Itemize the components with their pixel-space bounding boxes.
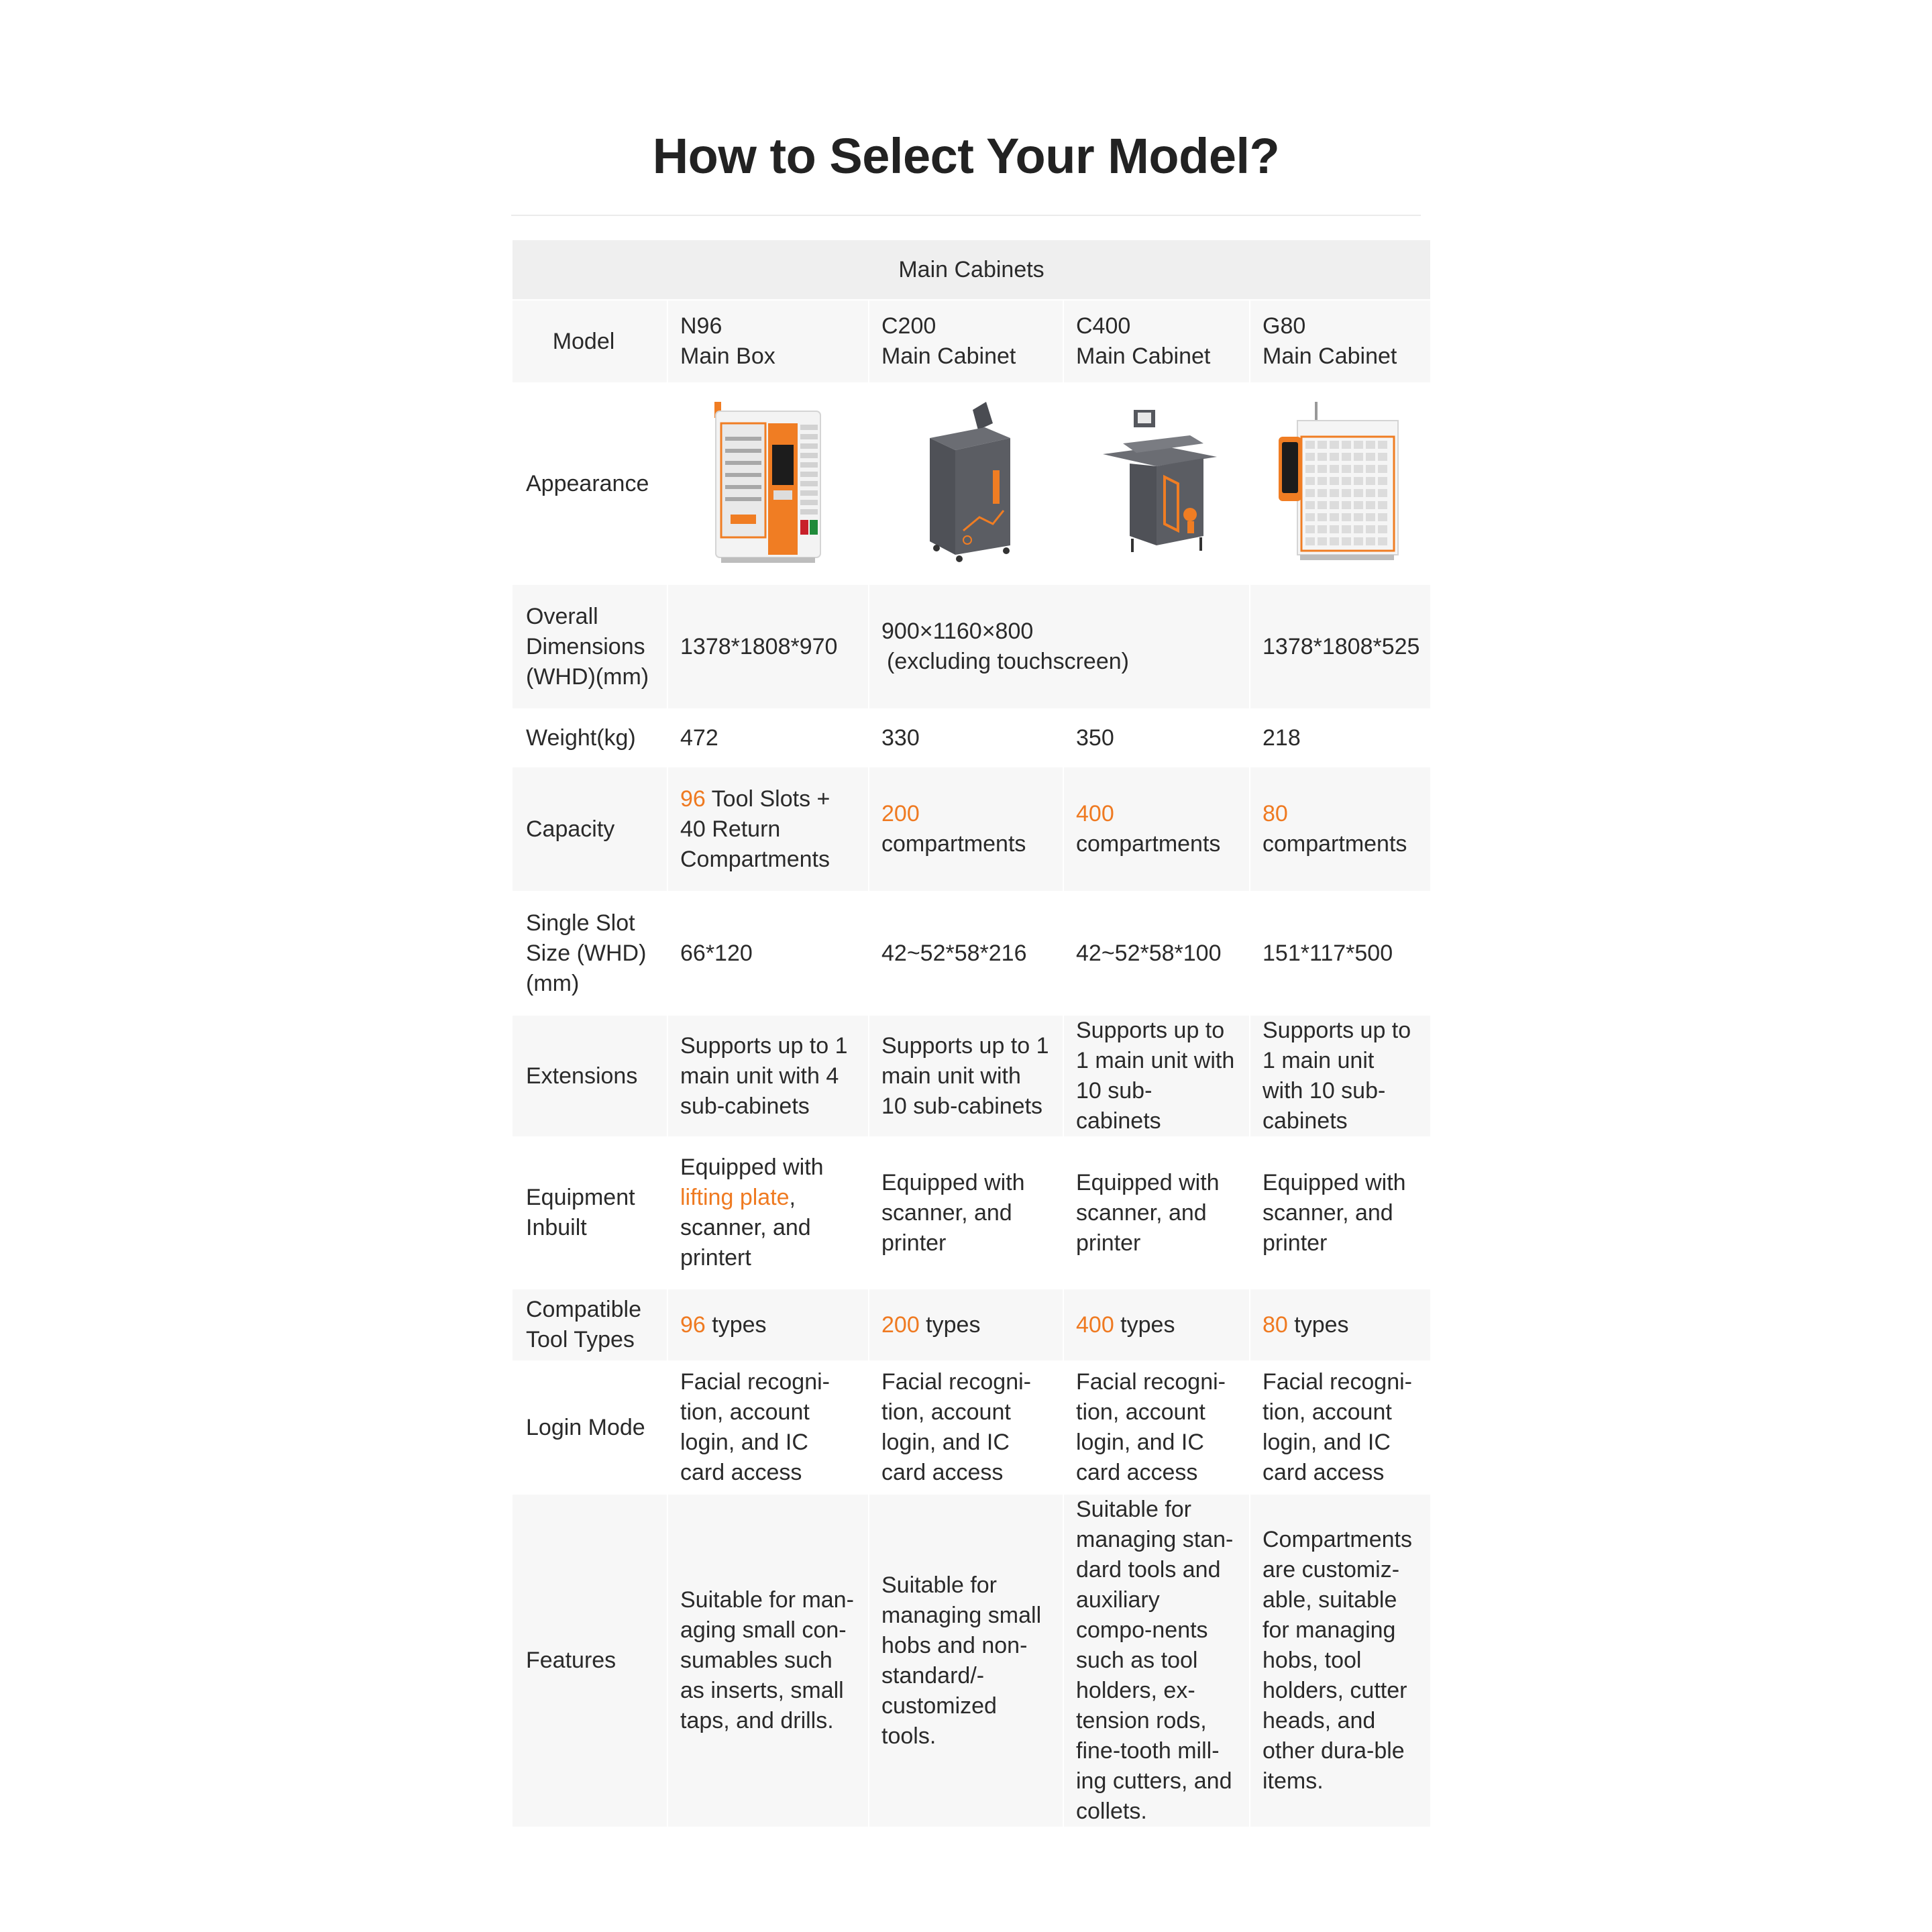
c400-main-cabinet-image — [1063, 383, 1250, 584]
compatible-text: types — [705, 1311, 767, 1338]
model-name-c400 — [1063, 300, 1250, 383]
capacity-text: compartments — [1076, 831, 1221, 857]
extensions-c200: Supports up to 1 main unit with 10 sub-cabinets — [869, 1015, 1063, 1137]
login-c400: Facial recogni-tion, account login, and IC card access — [1063, 1361, 1250, 1494]
compatible-c200 — [869, 1289, 1063, 1361]
row-label-slot-size: Single Slot Size (WHD)(mm) — [512, 892, 667, 1015]
equipment-c400: Equipped with scanner, and printer — [1063, 1137, 1250, 1289]
row-label-weight: Weight(kg) — [512, 709, 667, 767]
features-c200: Suitable for managing small hobs and non-standard/-customized tools. — [869, 1494, 1063, 1827]
compatible-number: 200 — [881, 1311, 920, 1338]
weight-n96: 472 — [667, 709, 869, 767]
login-g80: Facial recogni-tion, account login, and IC card access — [1250, 1361, 1431, 1494]
model-code: C200 — [881, 313, 936, 339]
row-label-appearance: Appearance — [512, 383, 667, 584]
capacity-text: Tool Slots + 40 Return Compartments — [680, 786, 830, 872]
row-label-compatible-types: Compatible Tool Types — [512, 1289, 667, 1361]
equipment-n96 — [667, 1137, 869, 1289]
model-code: G80 — [1263, 313, 1306, 339]
extensions-c400: Supports up to 1 main unit with 10 sub-cabinets — [1063, 1015, 1250, 1137]
table-row-model — [512, 300, 1431, 383]
compatible-c400 — [1063, 1289, 1250, 1361]
capacity-number: 96 — [680, 786, 706, 812]
page-title: How to Select Your Model? — [652, 128, 1280, 184]
capacity-number: 400 — [1076, 801, 1114, 826]
compatible-number: 400 — [1076, 1311, 1114, 1338]
weight-c400: 350 — [1063, 709, 1250, 767]
compatible-text: types — [919, 1311, 981, 1338]
row-label-extensions: Extensions — [512, 1015, 667, 1137]
table-row-login-mode — [512, 1361, 1431, 1494]
capacity-n96 — [667, 767, 869, 892]
weight-c200: 330 — [869, 709, 1063, 767]
table-row-appearance — [512, 383, 1431, 584]
model-comparison-table — [511, 239, 1432, 1828]
n96-main-box-image — [667, 383, 869, 584]
compatible-n96 — [667, 1289, 869, 1361]
table-row-slot-size — [512, 892, 1431, 1015]
table-row-equipment — [512, 1137, 1431, 1289]
dimensions-value: 900×1160×800 — [881, 619, 1034, 644]
compatible-number: 80 — [1263, 1311, 1288, 1338]
model-type: Main Box — [680, 343, 775, 369]
group-header-row — [512, 239, 1431, 300]
capacity-text: compartments — [1263, 831, 1407, 857]
model-name-n96 — [667, 300, 869, 383]
capacity-g80 — [1250, 767, 1431, 892]
row-label-model: Model — [512, 300, 667, 383]
compatible-text: types — [1287, 1311, 1349, 1338]
table-row-extensions — [512, 1015, 1431, 1137]
weight-g80: 218 — [1250, 709, 1431, 767]
row-label-equipment: Equipment Inbuilt — [512, 1137, 667, 1289]
c200-main-cabinet-image — [869, 383, 1063, 584]
table-row-capacity — [512, 767, 1431, 892]
equipment-text: , scanner, and printert — [680, 1185, 811, 1271]
group-header: Main Cabinets — [512, 239, 1431, 300]
model-type: Main Cabinet — [1263, 343, 1397, 369]
dimensions-c200-c400 — [869, 584, 1250, 709]
equipment-highlight: lifting plate — [680, 1185, 790, 1210]
row-label-dimensions: Overall Dimensions (WHD)(mm) — [512, 584, 667, 709]
dimensions-note: (excluding touchscreen) — [887, 649, 1129, 674]
equipment-c200: Equipped with scanner, and printer — [869, 1137, 1063, 1289]
table-row-features — [512, 1494, 1431, 1827]
features-n96: Suitable for man-aging small con-sumables such as inserts, small taps, and drills. — [667, 1494, 869, 1827]
table-row-dimensions — [512, 584, 1431, 709]
capacity-c400 — [1063, 767, 1250, 892]
row-label-capacity: Capacity — [512, 767, 667, 892]
extensions-g80: Supports up to 1 main unit with 10 sub-cabinets — [1250, 1015, 1431, 1137]
extensions-n96: Supports up to 1 main unit with 4 sub-cabinets — [667, 1015, 869, 1137]
row-label-login-mode: Login Mode — [512, 1361, 667, 1494]
capacity-c200 — [869, 767, 1063, 892]
model-type: Main Cabinet — [881, 343, 1016, 369]
slot-size-c400: 42~52*58*100 — [1063, 892, 1250, 1015]
capacity-text: compartments — [881, 831, 1026, 857]
capacity-number: 200 — [881, 801, 920, 826]
dimensions-g80: 1378*1808*525 — [1250, 584, 1431, 709]
login-n96: Facial recogni-tion, account login, and IC card access — [667, 1361, 869, 1494]
login-c200: Facial recogni-tion, account login, and IC card access — [869, 1361, 1063, 1494]
features-g80: Compartments are customiz-able, suitable for managing hobs, tool holders, cutter heads, and other dura-ble items. — [1250, 1494, 1431, 1827]
model-type: Main Cabinet — [1076, 343, 1211, 369]
equipment-text: Equipped with — [680, 1155, 824, 1180]
table-row-compatible-types — [512, 1289, 1431, 1361]
row-label-features: Features — [512, 1494, 667, 1827]
model-name-c200 — [869, 300, 1063, 383]
slot-size-n96: 66*120 — [667, 892, 869, 1015]
slot-size-g80: 151*117*500 — [1250, 892, 1431, 1015]
model-code: C400 — [1076, 313, 1131, 339]
model-name-g80 — [1250, 300, 1431, 383]
g80-main-cabinet-image — [1250, 383, 1431, 584]
features-c400: Suitable for managing stan-dard tools and auxiliary compo-nents such as tool holders, ex-tension rods, fine-tooth mill-ing cutters, and collets. — [1063, 1494, 1250, 1827]
model-code: N96 — [680, 313, 722, 339]
compatible-number: 96 — [680, 1311, 706, 1338]
equipment-g80: Equipped with scanner, and printer — [1250, 1137, 1431, 1289]
table-row-weight — [512, 709, 1431, 767]
dimensions-n96: 1378*1808*970 — [667, 584, 869, 709]
slot-size-c200: 42~52*58*216 — [869, 892, 1063, 1015]
capacity-number: 80 — [1263, 801, 1288, 826]
compatible-text: types — [1114, 1311, 1175, 1338]
compatible-g80 — [1250, 1289, 1431, 1361]
title-divider — [511, 215, 1421, 216]
